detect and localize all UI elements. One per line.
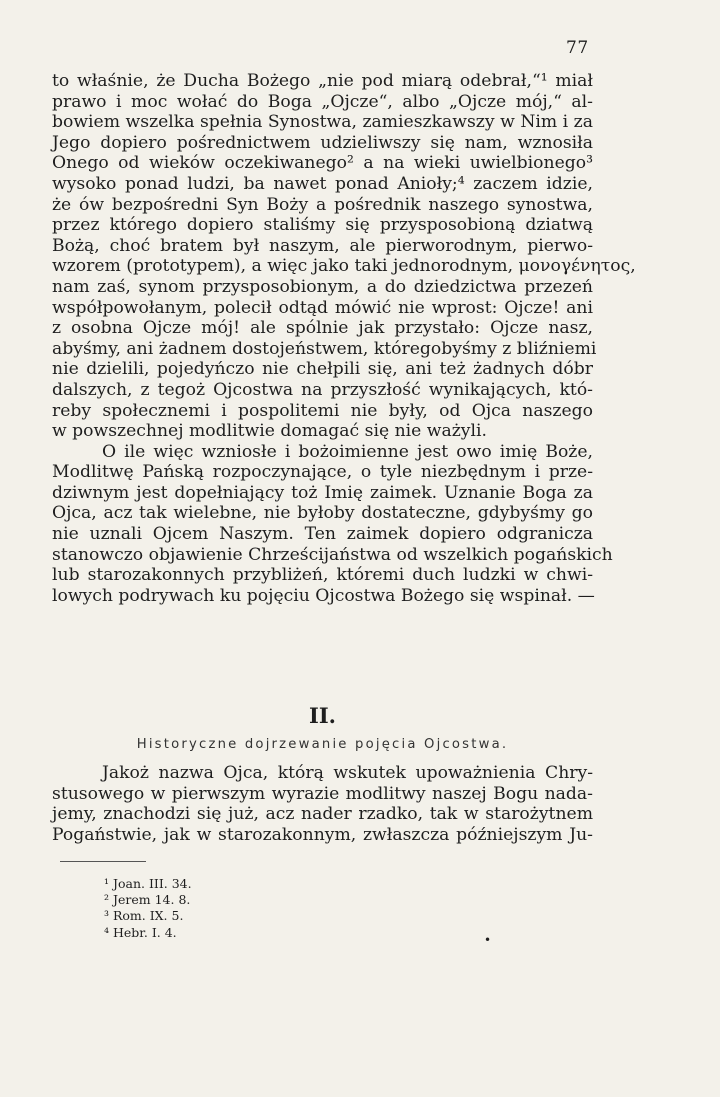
text-line: O ile więc wzniosłe i bożoimienne jest owo imię Boże, [102, 441, 593, 462]
text-line: wzorem (prototypem), a więc jako taki jednorodnym, μονογένητος, [52, 256, 636, 277]
text-line: dziwnym jest dopełniający toż Imię zaimek. Uznanie Boga za [52, 482, 593, 503]
text-line: dalszych, z tegoż Ojcostwa na przyszłość wynikających, któ- [52, 379, 593, 400]
text-line: Pogaństwie, jak w starozakonnym, zwłaszcza późniejszym Ju- [52, 824, 593, 845]
text-line: Modlitwę Pańską rozpoczynające, o tyle niezbędnym i prze- [52, 462, 593, 483]
text-line: że ów bezpośredni Syn Boży a pośrednik naszego synostwa, [52, 194, 593, 215]
text-line: przez którego dopiero staliśmy się przysposobioną dziatwą [52, 215, 593, 236]
footnotes [104, 876, 192, 941]
text-line: prawo i moc wołać do Boga „Ojcze“, albo „Ojcze mój,“ al- [52, 91, 593, 112]
text-line: lowych podrywach ku pojęciu Ojcostwa Bożego się wspinał. — [52, 585, 595, 606]
text-line: stanowczo objawienie Chrześcijaństwa od wszelkich pogańskich [52, 544, 613, 565]
text-line: nie dzielili, pojedyńczo nie chełpili się, ani też żadnych dóbr [52, 359, 593, 380]
text-line: współpowołanym, polecił odtąd mówić nie wprost: Ojcze! ani [52, 297, 593, 318]
text-line: Ojca, acz tak wielebne, nie byłoby dostateczne, gdybyśmy go [52, 503, 593, 524]
text-line: bowiem wszelka spełnia Synostwa, zamieszkawszy w Nim i za [52, 112, 593, 133]
text-line: abyśmy, ani żadnem dostojeństwem, któregobyśmy z bliźniemi [52, 338, 597, 359]
section-subtitle: Historyczne dojrzewanie pojęcia Ojcostwa. [136, 737, 509, 752]
text-line: w powszechnej modlitwie domagać się nie ważyli. [52, 421, 487, 442]
text-line: to właśnie, że Ducha Bożego „nie pod miarą odebrał,“¹ miał [52, 71, 593, 91]
section-heading: II. [309, 703, 336, 728]
text-line: Bożą, choć bratem był naszym, ale pierworodnym, pierwo- [52, 235, 593, 256]
section-1-text [52, 71, 636, 606]
section-2-text [52, 763, 593, 845]
footnote: ¹ Joan. III. 34. [104, 876, 192, 891]
text-line: nam zaś, synom przysposobionym, a do dziedzictwa przezeń [52, 276, 593, 297]
text-line: lub starozakonnych przybliżeń, któremi duch ludzki w chwi- [52, 565, 593, 586]
text-line: Jakoż nazwa Ojca, którą wskutek upoważnienia Chry- [102, 763, 593, 783]
page-number: 77 [566, 38, 589, 58]
margin-mark: • [484, 933, 492, 947]
text-line: Jego dopiero pośrednictwem udzieliwszy się nam, wznosiła [52, 132, 593, 153]
text-line: stusowego w pierwszym wyrazie modlitwy naszej Bogu nada- [52, 783, 593, 804]
text-line: z osobna Ojcze mój! ale spólnie jak przystało: Ojcze nasz, [52, 318, 593, 339]
footnote: ² Jerem 14. 8. [104, 892, 191, 908]
text-line: jemy, znachodzi się już, acz nader rzadko, tak w starożytnem [52, 804, 593, 825]
footnote: ³ Rom. IX. 5. [104, 908, 184, 924]
footnote-divider [60, 861, 146, 862]
text-line: nie uznali Ojcem Naszym. Ten zaimek dopiero odgranicza [52, 524, 593, 545]
footnote: ⁴ Hebr. I. 4. [104, 924, 177, 940]
text-line: Onego od wieków oczekiwanego² a na wieki uwielbionego³ [52, 153, 593, 174]
text-line: reby społecznemi i pospolitemi nie były, od Ojca naszego [52, 400, 593, 421]
text-line: wysoko ponad ludzi, ba nawet ponad Anioły;⁴ zaczem idzie, [52, 173, 593, 194]
